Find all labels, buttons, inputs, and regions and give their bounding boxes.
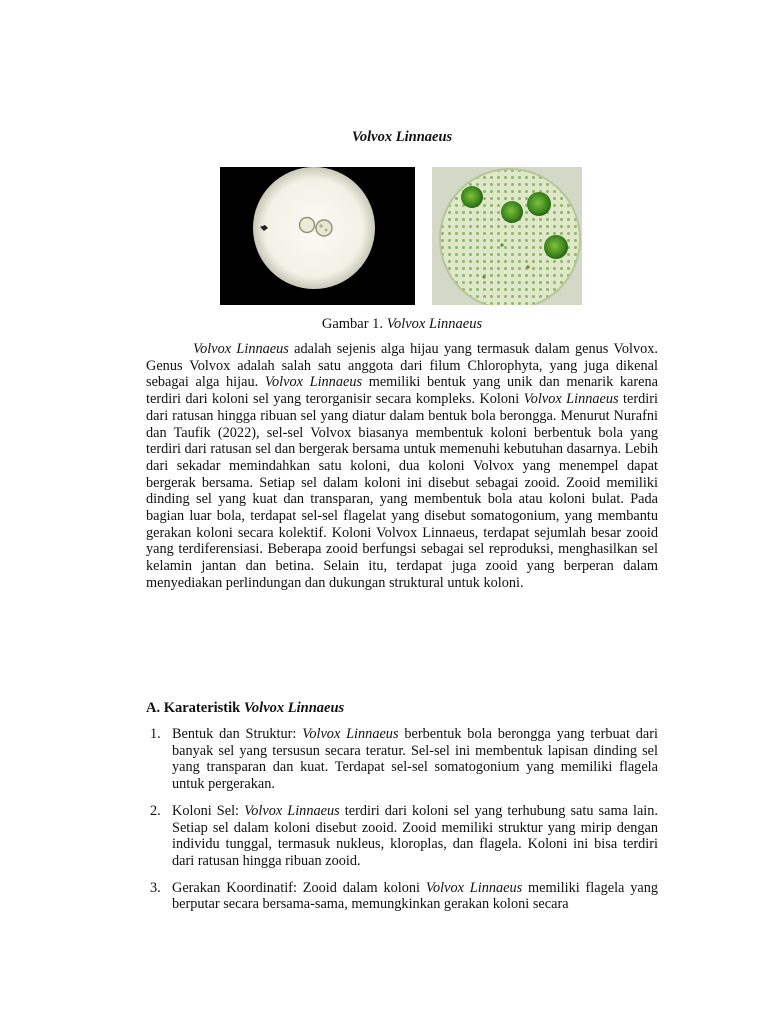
italic-species-text: Volvox Linnaeus <box>193 341 289 357</box>
caption-prefix: Gambar 1. <box>321 316 387 332</box>
list-number: 3. <box>150 879 161 896</box>
italic-species-text: Volvox Linnaeus <box>302 726 399 742</box>
document-title: Volvox Linnaeus <box>351 129 453 145</box>
list-item <box>146 726 658 793</box>
italic-species-text: Volvox Linnaeus <box>264 374 363 391</box>
italic-species-text: Volvox Linnaeus <box>523 391 619 408</box>
italic-species-text: Volvox Linnaeus <box>425 879 523 896</box>
italic-species-text: Volvox Linnaeus <box>244 802 340 819</box>
section-prefix: A. Karateristik <box>146 700 244 716</box>
microscope-field-svg <box>220 167 415 305</box>
list-number: 1. <box>150 726 161 742</box>
section-species: Volvox Linnaeus <box>243 700 345 716</box>
microscope-photo-volvox-colony <box>432 167 582 305</box>
text-run: Gerakan Koordinatif: Zooid dalam koloni <box>172 879 426 896</box>
text-run: terdiri dari koloni sel yang terhubung satu sama lain. Setiap sel dalam koloni disebut zooid. Zooid memiliki struktur yang mirip dengan individu tunggal, termasuk nukleus, kloroplas, dan flagela. Koloni ini bisa terdiri dari ratusan hingga ribuan zooid. <box>172 802 658 869</box>
intro-paragraph <box>146 341 658 592</box>
figure-caption <box>0 316 768 333</box>
text-run: berbentuk bola berongga yang terbuat dari banyak sel yang tersusun secara teratur. Sel-sel ini membentuk lapisan dinding sel yang transparan dan kuat. Terdapat sel-sel somatogonium yang memiliki flagela untuk pergerakan. <box>172 726 659 793</box>
list-item <box>146 880 658 913</box>
characteristics-list <box>146 726 658 923</box>
microscope-photo-low-magnification <box>220 167 415 305</box>
text-run: memiliki bentuk yang unik dan menarik karena terdiri dari koloni sel yang terorganisir secara kompleks. Koloni <box>146 374 659 408</box>
text-run: Koloni Sel: <box>172 802 245 819</box>
section-heading <box>146 700 344 717</box>
text-run: memiliki flagela yang berputar secara bersama-sama, memungkinkan gerakan koloni secara <box>172 879 659 913</box>
text-run: Bentuk dan Struktur: <box>172 726 303 742</box>
list-item <box>146 803 658 870</box>
volvox-colony-svg <box>432 167 582 305</box>
text-run: terdiri dari ratusan hingga ribuan sel yang diatur dalam bentuk bola berongga. Menurut Nurafni dan Taufik (2022), sel-sel Volvox biasanya membentuk koloni berbentuk bola yang terdiri dari ratusan sel dan bergerak bersama untuk memenuhi kebutuhan dasarnya. Lebih dari sekadar memindahkan satu koloni, dua koloni Volvox yang menempel dapat bergerak bersama. Setiap sel dalam koloni ini disebut sebagai zooid. Zooid memiliki dinding sel yang kuat dan transparan, yang membentuk bola atau koloni bulat. Pada bagian luar bola, terdapat sel-sel flagelat yang disebut somatogonium, yang membantu gerakan koloni secara kolektif. Koloni Volvox Linnaeus, terdapat sejumlah besar zooid yang terdiferensiasi. Beberapa zooid berfungsi sebagai sel reproduksi, menghasilkan sel kelamin jantan dan betina. Selain itu, terdapat juga zooid yang berperan dalam menyediakan perlindungan dan dukungan struktural untuk koloni. <box>146 391 658 591</box>
caption-species: Volvox Linnaeus <box>386 316 483 332</box>
list-number: 2. <box>150 802 161 819</box>
text-run: adalah sejenis alga hijau yang termasuk dalam genus Volvox. Genus Volvox adalah salah satu anggota dari filum Chlorophyta, yang juga dikenal sebagai alga hijau. <box>146 341 658 391</box>
